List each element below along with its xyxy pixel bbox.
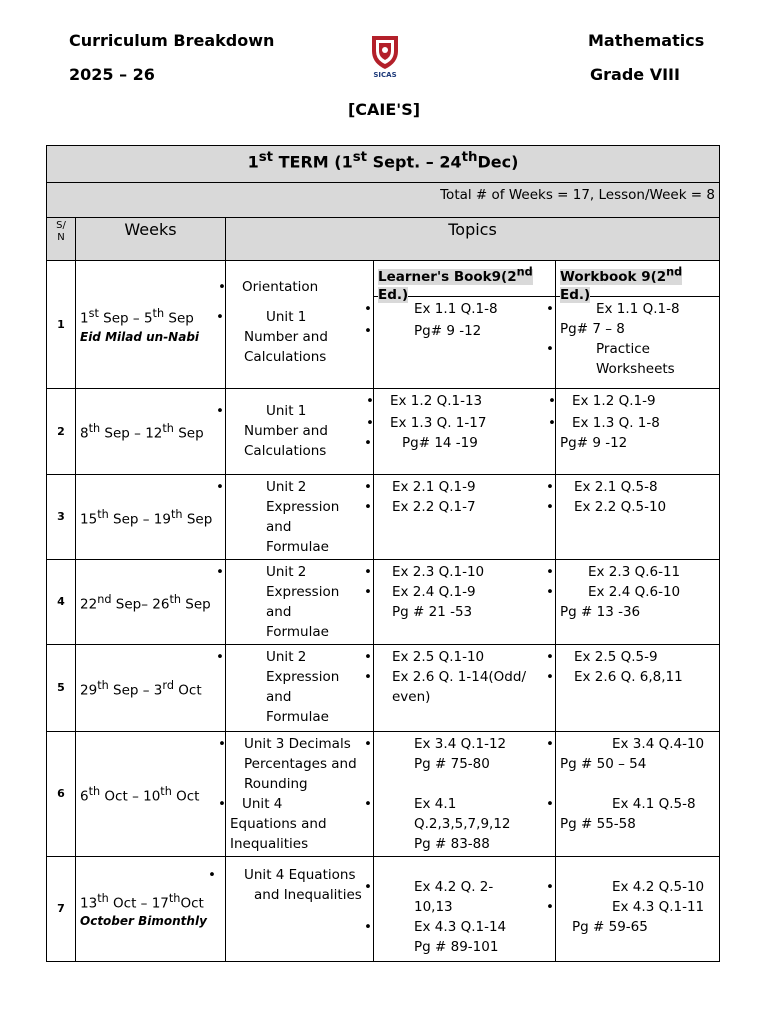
curriculum-table — [46, 145, 720, 962]
total-weeks: Total # of Weeks = 17, Lesson/Week = 8 — [47, 183, 720, 218]
topic-cell: • Unit 1 Number and Calculations — [226, 389, 374, 475]
week-cell: 6th Oct – 10th Oct — [76, 732, 226, 857]
topic-cell: • Unit 2 Expression and Formulae — [226, 560, 374, 645]
table-row — [47, 560, 720, 645]
total-weeks-row — [47, 183, 720, 218]
learner-book-cell: • Ex 4.2 Q. 2-10,13 • Ex 4.3 Q.1-14 Pg # 89-101 — [374, 857, 556, 962]
row-number: 2 — [47, 389, 76, 475]
workbook-cell: • Ex 2.1 Q.5-8 • Ex 2.2 Q.5-10 — [556, 475, 720, 560]
table-row — [47, 857, 720, 962]
academic-year: 2025 – 26 — [69, 65, 155, 84]
table-row — [47, 732, 720, 857]
workbook-cell: • Ex 2.3 Q.6-11 • Ex 2.4 Q.6-10 Pg # 13 -36 — [556, 560, 720, 645]
row-number: 4 — [47, 560, 76, 645]
header-row — [47, 218, 720, 261]
learner-book-cell: • Ex 3.4 Q.1-12 Pg # 75-80 • Ex 4.1 Q.2,3,5,7,9,12 Pg # 83-88 — [374, 732, 556, 857]
workbook-cell: • Ex 1.2 Q.1-9 • Ex 1.3 Q. 1-8 Pg# 9 -12 — [556, 389, 720, 475]
topic-cell: • Orientation • Unit 1 Number and Calculations — [226, 261, 374, 389]
row-number: 5 — [47, 645, 76, 732]
workbook-cell: • Ex 4.2 Q.5-10 • Ex 4.3 Q.1-11 Pg # 59-65 — [556, 857, 720, 962]
topic-cell: • Unit 4 Equations and Inequalities — [226, 857, 374, 962]
workbook-header: Workbook 9(2nd Ed.) — [556, 261, 719, 297]
subject: Mathematics — [588, 31, 705, 50]
table-row — [47, 389, 720, 475]
workbook-cell: • Ex 3.4 Q.4-10 Pg # 50 – 54 • Ex 4.1 Q.5-8 Pg # 55-58 — [556, 732, 720, 857]
week-cell: 1st Sep – 5th Sep Eid Milad un-Nabi — [76, 261, 226, 389]
row-number: 3 — [47, 475, 76, 560]
week-note: October Bimonthly — [80, 914, 207, 929]
col-weeks: Weeks — [76, 218, 226, 261]
shield-icon — [364, 33, 406, 71]
table-row — [47, 261, 720, 389]
grade: Grade VIII — [590, 65, 680, 84]
term-row — [47, 146, 720, 183]
week-cell: 22nd Sep– 26th Sep — [76, 560, 226, 645]
workbook-cell: • Ex 2.5 Q.5-9 • Ex 2.6 Q. 6,8,11 — [556, 645, 720, 732]
learner-book-cell: • Ex 2.1 Q.1-9 • Ex 2.2 Q.1-7 — [374, 475, 556, 560]
doc-title: Curriculum Breakdown — [69, 31, 275, 50]
topic-cell: • Unit 2 Expression and Formulae — [226, 475, 374, 560]
term-title: 1st TERM (1st Sept. – 24thDec) — [47, 146, 720, 183]
learner-book-header: Learner's Book9(2nd Ed.) — [374, 261, 555, 297]
week-cell: 15th Sep – 19th Sep — [76, 475, 226, 560]
learner-book-cell: • Ex 2.5 Q.1-10 • Ex 2.6 Q. 1-14(Odd/ even) — [374, 645, 556, 732]
week-cell: 13th Oct – 17thOct October Bimonthly — [76, 857, 226, 962]
row-number: 6 — [47, 732, 76, 857]
table-row — [47, 475, 720, 560]
col-topics: Topics — [226, 218, 720, 261]
week-note: Eid Milad un-Nabi — [80, 329, 200, 344]
learner-book-cell: • Ex 2.3 Q.1-10 • Ex 2.4 Q.1-9 Pg # 21 -53 — [374, 560, 556, 645]
workbook-cell: Workbook 9(2nd Ed.) • Ex 1.1 Q.1-8 Pg# 7 – 8 • Practice Worksheets — [556, 261, 720, 389]
learner-book-cell: Learner's Book9(2nd Ed.) • Ex 1.1 Q.1-8 • Pg# 9 -12 — [374, 261, 556, 389]
table-row — [47, 645, 720, 732]
row-number: 1 — [47, 261, 76, 389]
week-cell: 29th Sep – 3rd Oct — [76, 645, 226, 732]
board-label: [CAIE'S] — [347, 100, 421, 119]
col-sn: S/ N — [47, 218, 76, 261]
logo-text: SICAS — [373, 71, 397, 79]
topic-cell: • Unit 2 Expression and Formulae — [226, 645, 374, 732]
week-cell: 8th Sep – 12th Sep — [76, 389, 226, 475]
row-number: 7 — [47, 857, 76, 962]
learner-book-cell: • Ex 1.2 Q.1-13 • Ex 1.3 Q. 1-17 • Pg# 14 -19 — [374, 389, 556, 475]
school-logo — [364, 33, 406, 83]
topic-cell: • Unit 3 Decimals Percentages and Rounding • Unit 4 Equations and Inequalities — [226, 732, 374, 857]
